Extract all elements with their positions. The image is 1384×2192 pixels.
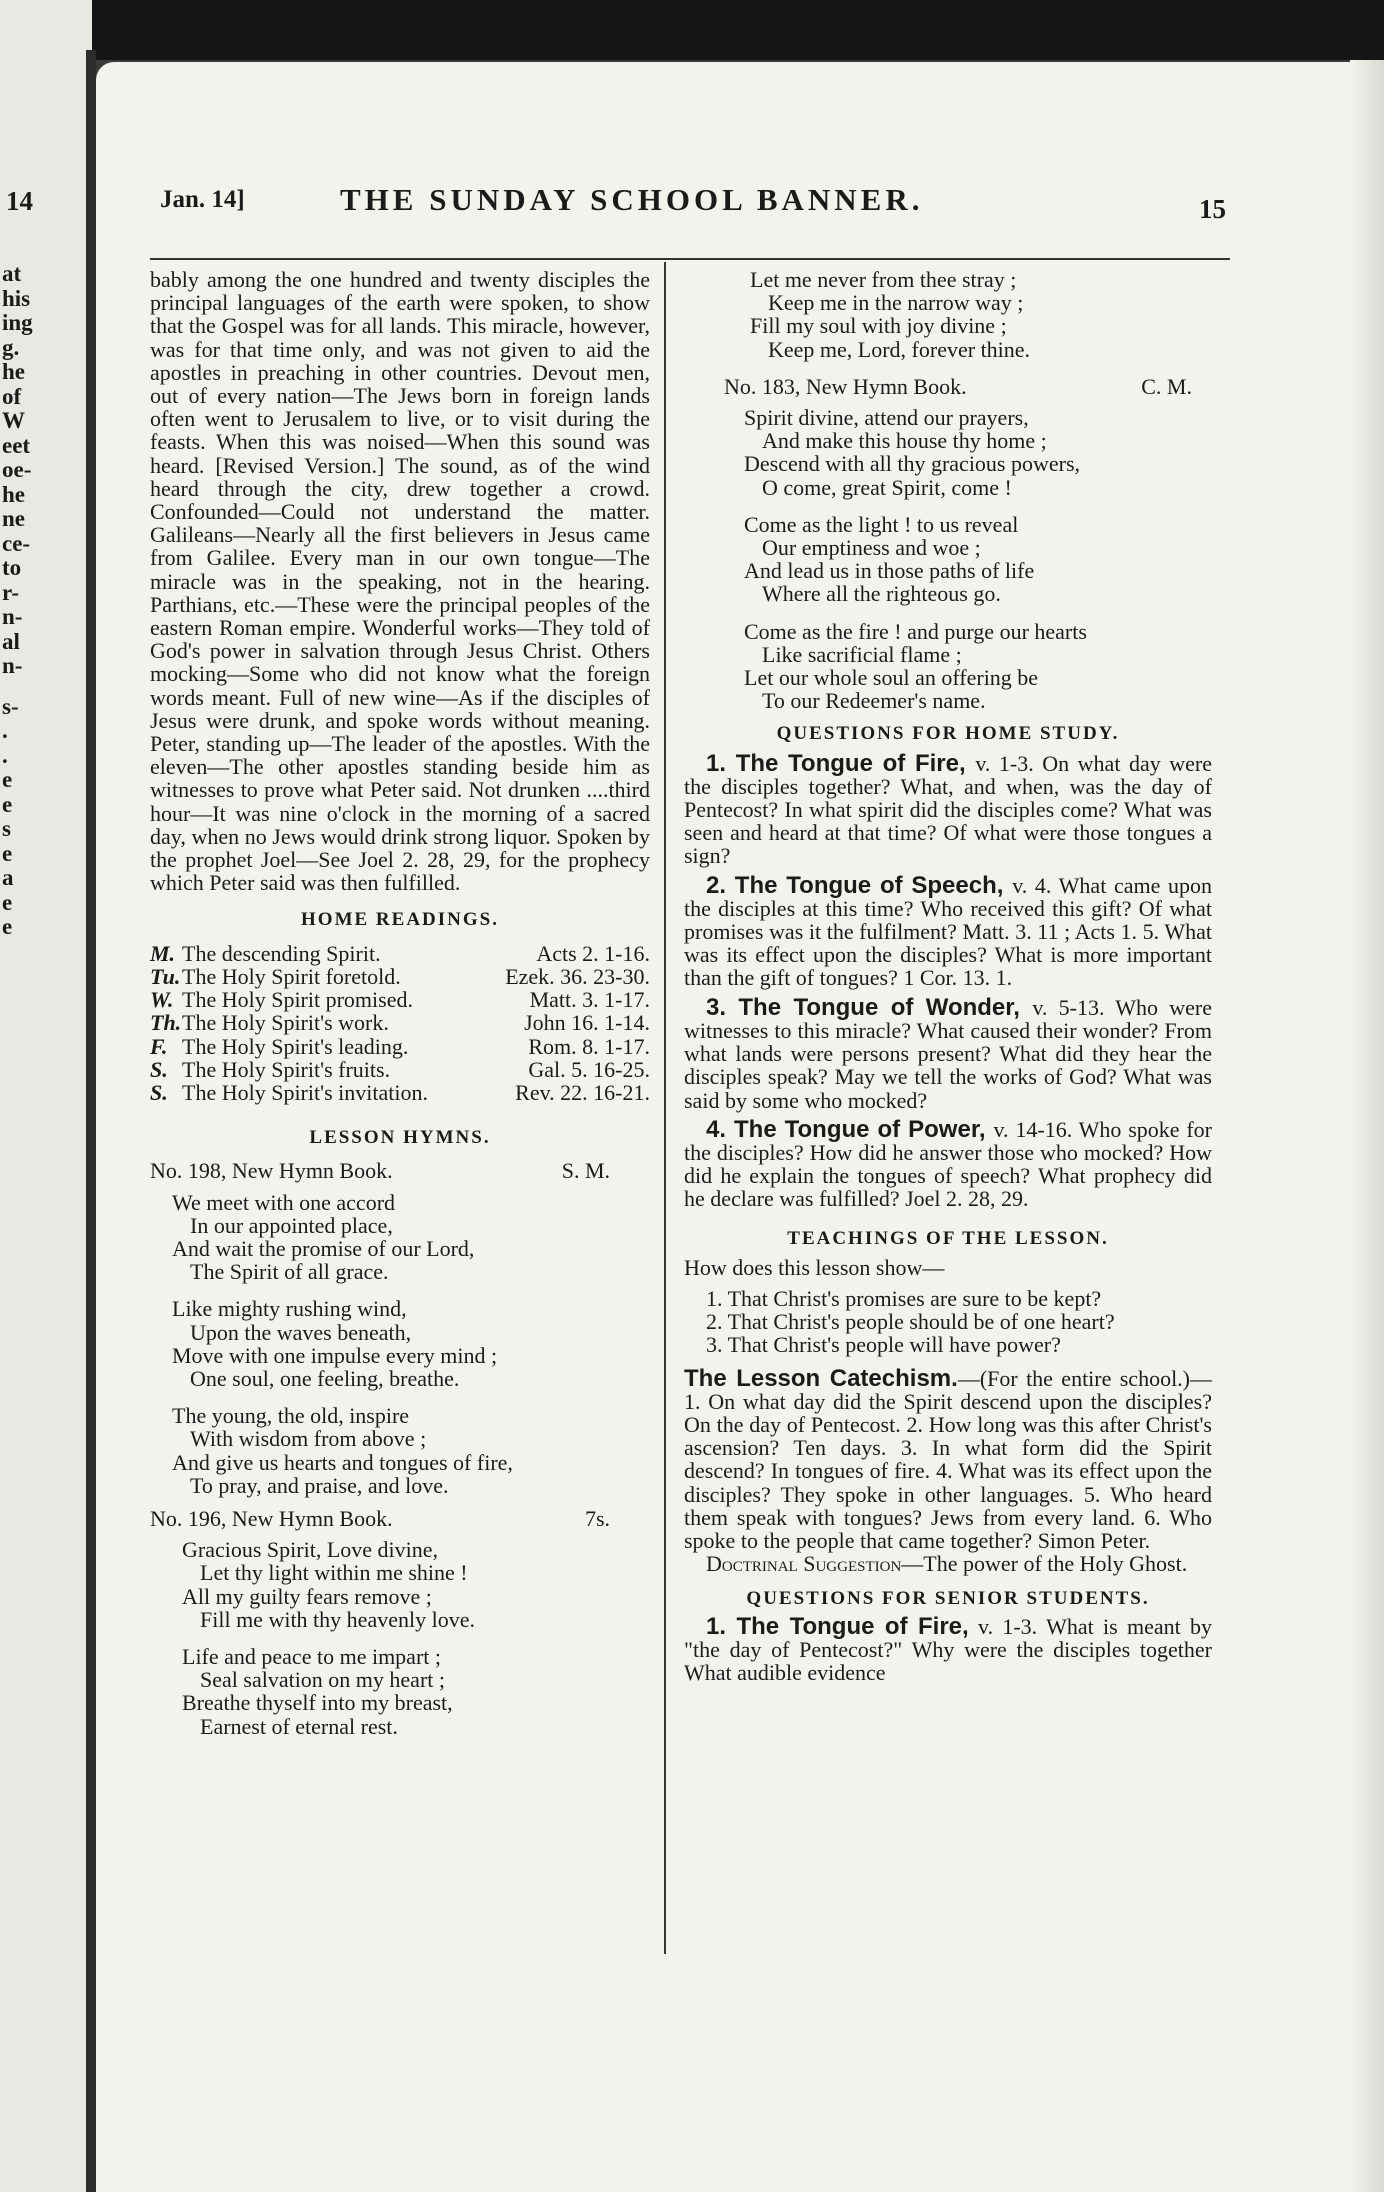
hymn-198-header xyxy=(150,1159,650,1182)
left-page-fragment: al xyxy=(2,628,20,654)
hymn-line: Descend with all thy gracious powers, xyxy=(744,451,1081,477)
hymn-line: Move with one impulse every mind ; xyxy=(172,1342,498,1368)
hymn-line: Spirit divine, attend our prayers, xyxy=(744,405,1029,431)
question-head: 3. The Tongue of Wonder, xyxy=(706,993,1033,1021)
left-page-fragment: s- xyxy=(2,693,19,719)
left-page-number: 14 xyxy=(6,186,33,216)
home-study-heading: QUESTIONS FOR HOME STUDY. xyxy=(776,723,1120,745)
teachings-heading: TEACHINGS OF THE LESSON. xyxy=(787,1227,1109,1249)
reading-text: The descending Spirit. xyxy=(182,940,381,966)
home-study-question xyxy=(684,993,1213,1113)
hymn-line: And give us hearts and tongues of fire, xyxy=(172,1449,513,1475)
left-page-fragment: e xyxy=(2,791,13,817)
reading-text: The Holy Spirit's leading. xyxy=(182,1033,409,1059)
senior-students-heading: QUESTIONS FOR SENIOR STUDENTS. xyxy=(746,1588,1150,1610)
hymn-stanza xyxy=(684,620,1212,713)
doctrinal-text: —The power of the Holy Ghost. xyxy=(901,1551,1188,1577)
hymn-183-number: No. 183, New Hymn Book. xyxy=(724,373,967,399)
hymn-196-number: No. 196, New Hymn Book. xyxy=(150,1505,393,1531)
reading-text: The Holy Spirit foretold. xyxy=(182,963,401,989)
left-page-fragment: oe- xyxy=(2,457,32,482)
scan-dark-band xyxy=(0,0,1384,60)
home-reading-row xyxy=(150,1011,650,1034)
running-header xyxy=(160,182,1226,224)
hymn-line: Fill my soul with joy divine ; xyxy=(750,313,1007,339)
reading-day: F. xyxy=(150,1033,168,1059)
hymn-line: Gracious Spirit, Love divine, xyxy=(182,1537,439,1563)
left-page-fragment: W xyxy=(2,408,25,433)
hymn-line: Keep me, Lord, forever thine. xyxy=(768,336,1031,362)
reading-ref: John 16. 1-14. xyxy=(524,1010,650,1036)
left-page-fragment: e xyxy=(2,840,13,866)
hymn-line: We meet with one accord xyxy=(172,1189,396,1215)
hymn-stanza xyxy=(684,513,1212,606)
hymn-line: Let me never from thee stray ; xyxy=(750,267,1017,292)
left-page-fragment: at xyxy=(2,261,22,286)
hymn-line: One soul, one feeling, breathe. xyxy=(190,1365,460,1391)
home-reading-row xyxy=(150,942,650,965)
question-head: 4. The Tongue of Power, xyxy=(706,1115,994,1143)
hymn-line: Like sacrificial flame ; xyxy=(762,641,962,667)
hymn-line: Let thy light within me shine ! xyxy=(200,1560,468,1586)
teachings-list xyxy=(684,1287,1212,1357)
column-divider xyxy=(664,262,666,1954)
left-page-fragment: he xyxy=(2,359,25,384)
senior-question-1-text: What is meant by "the day of Pentecost?" Why were the disciples together What audible evidence xyxy=(684,1613,1213,1685)
reading-ref: Matt. 3. 1-17. xyxy=(529,987,650,1013)
hymn-stanza xyxy=(684,268,1212,361)
doctrinal-suggestion xyxy=(684,1552,1212,1575)
lesson-hymns-heading: LESSON HYMNS. xyxy=(309,1127,491,1149)
hymn-183-text xyxy=(684,406,1212,712)
left-page-fragment: n- xyxy=(2,604,23,629)
question-verse: v. 5-13. xyxy=(1032,994,1116,1020)
left-page-fragment: ing xyxy=(2,310,33,335)
home-reading-row xyxy=(150,1081,650,1104)
reading-ref: Rom. 8. 1-17. xyxy=(528,1033,650,1059)
hymn-198-meter: S. M. xyxy=(561,1158,610,1184)
book-gutter xyxy=(86,50,96,2192)
hymn-line: O come, great Spirit, come ! xyxy=(762,474,1012,500)
hymn-line: To our Redeemer's name. xyxy=(762,688,986,714)
left-page-fragment: e xyxy=(2,889,13,915)
hymn-stanza xyxy=(150,1645,650,1738)
hymn-line: And wait the promise of our Lord, xyxy=(172,1235,475,1261)
teachings-intro: How does this lesson show— xyxy=(684,1254,945,1280)
home-reading-row xyxy=(150,1058,650,1081)
question-head: 1. The Tongue of Fire, xyxy=(706,749,976,777)
left-page-fragment: . xyxy=(2,742,8,768)
reading-day: M. xyxy=(150,940,176,966)
hymn-198-number: No. 198, New Hymn Book. xyxy=(150,1158,393,1184)
hymn-line: Come as the light ! to us reveal xyxy=(744,511,1019,537)
left-column xyxy=(150,268,650,1738)
reading-ref: Gal. 5. 16-25. xyxy=(528,1056,650,1082)
left-page-fragment: . xyxy=(2,718,8,743)
left-page-fragment: ne xyxy=(2,506,25,531)
reading-text: The Holy Spirit's fruits. xyxy=(182,1056,391,1082)
home-readings-heading: HOME READINGS. xyxy=(301,909,499,931)
hymn-183-meter: C. M. xyxy=(1141,373,1192,399)
hymn-line: The young, the old, inspire xyxy=(172,1403,410,1429)
hymn-line: Earnest of eternal rest. xyxy=(200,1713,398,1739)
hymn-line: Like mighty rushing wind, xyxy=(172,1296,407,1322)
hymn-line: The Spirit of all grace. xyxy=(190,1259,389,1285)
left-page-edge xyxy=(0,0,92,2192)
reading-day: Th. xyxy=(150,1010,182,1036)
home-study-question xyxy=(684,749,1212,869)
hymn-line: To pray, and praise, and love. xyxy=(190,1472,449,1498)
question-head: 2. The Tongue of Speech, xyxy=(706,871,1013,899)
reading-text: The Holy Spirit's invitation. xyxy=(182,1079,428,1105)
hymn-line: And lead us in those paths of life xyxy=(744,558,1035,584)
right-column xyxy=(684,268,1212,1684)
left-page-fragment: r- xyxy=(2,579,20,605)
question-verse: v. 1-3. xyxy=(975,750,1043,776)
hymn-stanza xyxy=(150,1297,650,1390)
home-readings-list xyxy=(150,942,650,1104)
hymn-line: Breathe thyself into my breast, xyxy=(182,1690,453,1716)
reading-day: S. xyxy=(150,1079,168,1105)
hymn-line: In our appointed place, xyxy=(190,1212,393,1238)
hymn-stanza xyxy=(150,1404,650,1497)
page-right-edge xyxy=(1350,60,1384,2192)
senior-question-1 xyxy=(684,1612,1213,1685)
hymn-196-continued xyxy=(684,268,1212,361)
reading-text: The Holy Spirit promised. xyxy=(182,987,413,1013)
hymn-line: Our emptiness and woe ; xyxy=(762,535,981,561)
teaching-item: 2. That Christ's people should be of one heart? xyxy=(706,1309,1115,1335)
hymn-line: With wisdom from above ; xyxy=(190,1426,427,1452)
hymn-196-text xyxy=(150,1538,650,1738)
left-page-fragment: s xyxy=(2,816,11,841)
reading-day: W. xyxy=(150,987,174,1013)
left-page-fragment: a xyxy=(2,865,14,890)
hymn-line: Life and peace to me impart ; xyxy=(182,1643,441,1669)
reading-ref: Acts 2. 1-16. xyxy=(536,940,650,966)
hymn-line: Where all the righteous go. xyxy=(762,581,1001,607)
teaching-item: 1. That Christ's promises are sure to be kept? xyxy=(706,1285,1102,1311)
left-page-fragment: he xyxy=(2,481,25,507)
lesson-commentary: bably among the one hundred and twenty disciples the principal languages of the earth were spoken, to show that the Gospel was for all lands. This miracle, however, was for that time only, and was not given to aid the apostles in preaching in other countries. Devout men, out of every nation—The Jews born in foreign lands often went to Jerusalem to live, or to visit during the feasts. When this was noised—When this sound was heard. [Revised Version.] The sound, as of the wind heard through the city, drew together a crowd. Confounded—Could not understand the matter. Galileans—Nearly all the first believers in Jesus came from Galilee. Every man in our own tongue—The miracle was in the speaking, not in the hearing. Parthians, etc.—These were the principal peoples of the eastern Roman empire. Wonderful works—They told of God's power in salvation through Jesus Christ. Others mocking—Some who did not know what the foreign words meant. Full of new wine—As if the disciples of Jesus were drunk, and spoke words without meaning. Peter, standing up—The leader of the apostles. With the eleven—The other apostles standing beside him as witnesses to prove what Peter said. Not drunken ....third hour—It was nine o'clock in the morning of a sacred day, when no Jews would drink strong liquor. Spoken by the prophet Joel—See Joel 2. 28, 29, for the prophecy which Peter said was then fulfilled. xyxy=(150,267,650,896)
hymn-line: Let our whole soul an offering be xyxy=(744,665,1039,691)
senior-question-1-verse: v. 1-3. xyxy=(978,1613,1038,1639)
reading-ref: Rev. 22. 16-21. xyxy=(515,1079,650,1105)
header-rule xyxy=(150,258,1230,260)
reading-day: Tu. xyxy=(150,963,181,989)
question-text: What came upon the disciples at this time? Who received this gift? Of what promises was it the fulfilment? Matt. 3. 11 ; Acts 1. 5. What was its effect upon the disciples? What is more important than the gift of tongues? 1 Cor. 13. 1. xyxy=(684,872,1212,991)
hymn-183-header xyxy=(684,375,1212,398)
left-page-fragment: e xyxy=(2,914,13,939)
reading-text: The Holy Spirit's work. xyxy=(182,1010,389,1036)
senior-question-1-head: 1. The Tongue of Fire, xyxy=(706,1612,969,1640)
left-page-fragment: his xyxy=(2,285,31,311)
question-verse: v. 4. xyxy=(1012,872,1059,898)
question-text: Who were witnesses to this miracle? What caused their wonder? From what lands were persons present? What did they hear the disciples speak? May we tell the works of God? What was said by some who mocked? xyxy=(684,994,1213,1113)
question-text: Who spoke for the disciples? How did he answer those who mocked? How did he explain the tongues of speech? What prophecy did he declare was fulfilled? Joel 2. 28, 29. xyxy=(684,1116,1212,1212)
question-verse: v. 14-16. xyxy=(993,1116,1079,1142)
left-page-fragment: to xyxy=(2,555,22,580)
header-date: Jan. 14] xyxy=(160,186,245,213)
reading-day: S. xyxy=(150,1056,168,1082)
home-reading-row xyxy=(150,988,650,1011)
left-page-fragment: e xyxy=(2,767,13,792)
catechism-text: —(For the entire school.)—1. On what day did the Spirit descend upon the disciples? On the day of Pentecost. 2. How long was this after Christ's ascension? Ten days. 3. In what form did the Spirit descend? In tongues of fire. 4. What was its effect upon the disciples? They spoke in other languages. 5. Who heard them speak with tongues? Jews from every land. 6. Who spoke to the people that came together? Simon Peter. xyxy=(684,1365,1213,1553)
hymn-stanza xyxy=(684,406,1212,499)
left-page-fragment: of xyxy=(2,383,22,409)
lesson-catechism xyxy=(684,1364,1213,1553)
left-page-fragment: eet xyxy=(2,432,31,458)
catechism-heading: The Lesson Catechism. xyxy=(684,1364,958,1392)
hymn-line: Upon the waves beneath, xyxy=(190,1319,412,1345)
hymn-198-text xyxy=(150,1191,650,1497)
hymn-line: Keep me in the narrow way ; xyxy=(768,290,1024,316)
question-text: On what day were the disciples together? What, and when, was the day of Pentecost? In what spirit did the disciples come? What was seen and heard at that time? Of what were those tongues a sign? xyxy=(684,750,1212,869)
left-page-fragment: ce- xyxy=(2,530,31,556)
hymn-stanza xyxy=(150,1191,650,1284)
reading-ref: Ezek. 36. 23-30. xyxy=(505,963,650,989)
left-page-fragment: n- xyxy=(2,653,23,678)
header-title: THE SUNDAY SCHOOL BANNER. xyxy=(340,182,924,217)
home-study-question xyxy=(684,871,1212,991)
hymn-line: And make this house thy home ; xyxy=(762,428,1047,454)
home-reading-row xyxy=(150,1035,650,1058)
doctrinal-label: Doctrinal Suggestion xyxy=(706,1551,902,1577)
hymn-196-meter: 7s. xyxy=(584,1505,610,1531)
left-page-fragment: g. xyxy=(2,334,20,360)
teaching-item: 3. That Christ's people will have power? xyxy=(706,1332,1061,1358)
home-study-questions xyxy=(684,749,1213,1212)
hymn-line: Come as the fire ! and purge our hearts xyxy=(744,618,1087,644)
hymn-line: Seal salvation on my heart ; xyxy=(200,1667,445,1693)
hymn-line: All my guilty fears remove ; xyxy=(182,1583,432,1609)
hymn-196-header xyxy=(150,1507,650,1530)
hymn-line: Fill me with thy heavenly love. xyxy=(200,1606,475,1632)
home-reading-row xyxy=(150,965,650,988)
hymn-stanza xyxy=(150,1538,650,1631)
home-study-question xyxy=(684,1115,1212,1212)
page-number: 15 xyxy=(1199,194,1226,224)
